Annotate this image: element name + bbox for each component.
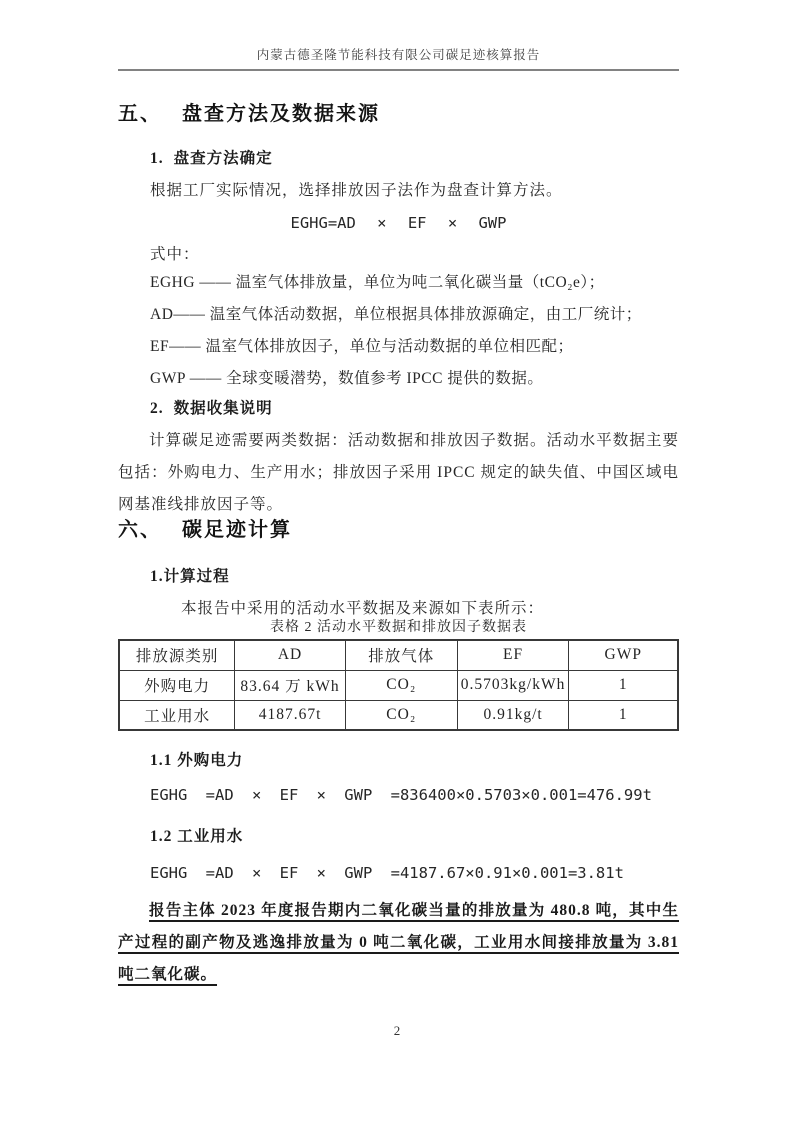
col-header-gas: 排放气体 [345,640,457,670]
subsection-water-heading: 1.2 工业用水 [150,828,244,845]
electricity-calculation: EGHG =AD × EF × GWP =836400×0.5703×0.001=476.99t [150,786,652,804]
col-header-source: 排放源类别 [119,640,235,670]
subsection-data-title: 数据收集说明 [173,400,273,417]
data-collection-paragraph: 计算碳足迹需要两类数据：活动数据和排放因子数据。活动水平数据主要包括：外购电力、生产用水；排放因子采用 IPCC 规定的缺失值、中国区域电网基准线排放因子等。 [118,432,679,513]
table-row-electricity [119,670,678,700]
cell-water-ef: 0.91kg/t [457,700,569,730]
section-5-heading [118,99,679,129]
definition-ad: AD—— 温室气体活动数据，单位根据具体排放源确定，由工厂统计； [150,306,642,323]
page-header [118,47,679,71]
conclusion-paragraph: 报告主体 2023 年度报告期内二氧化碳当量的排放量为 480.8 吨，其中生产过程的副产物及逃逸排放量为 0 吨二氧化碳，工业用水间接排放量为 3.81 吨二氧化碳。 [118,902,679,983]
definition-list [118,267,679,395]
cell-water-source: 工业用水 [119,700,235,730]
table-row-water [119,700,678,730]
activity-data-table [118,639,679,731]
cell-electricity-ad: 83.64 万 kWh [235,670,346,700]
section-5-number: 五、 [118,103,162,125]
subsection-data-number: 2. [150,400,164,417]
section-5-title: 盘查方法及数据来源 [182,103,380,125]
cell-water-gwp: 1 [569,700,678,730]
table-intro-paragraph: 本报告中采用的活动水平数据及来源如下表所示： [181,600,545,617]
water-calculation: EGHG =AD × EF × GWP =4187.67×0.91×0.001=3.81t [150,864,624,882]
table-caption: 表格 2 活动水平数据和排放因子数据表 [270,620,527,635]
cell-electricity-source: 外购电力 [119,670,235,700]
section-6-number: 六、 [118,519,162,541]
cell-electricity-ef: 0.5703kg/kWh [457,670,569,700]
definition-gwp: GWP —— 全球变暖潜势，数值参考 IPCC 提供的数据。 [150,370,544,387]
section-6-heading [118,515,679,545]
cell-electricity-gas: CO₂ [345,670,457,700]
section-6-title: 碳足迹计算 [182,519,292,541]
col-header-gwp: GWP [569,640,678,670]
definition-eghg: EGHG —— 温室气体排放量，单位为吨二氧化碳当量（tCO₂e）； [150,274,605,291]
cell-water-ad: 4187.67t [235,700,346,730]
subsection-method-title: 盘查方法确定 [173,150,273,167]
subsection-method-number: 1. [150,150,164,167]
col-header-ef: EF [457,640,569,670]
ghg-formula: EGHG=AD × EF × GWP [290,214,507,232]
formula-intro: 式中： [150,246,200,263]
method-paragraph: 根据工厂实际情况，选择排放因子法作为盘查计算方法。 [150,182,563,199]
page-number: 2 [393,1023,401,1038]
subsection-data-heading [150,393,679,425]
subsection-method-heading [150,143,679,175]
table-header-row [119,640,678,670]
cell-water-gas: CO₂ [345,700,457,730]
subsection-calc-heading: 1.计算过程 [150,568,230,585]
subsection-electricity-heading: 1.1 外购电力 [150,752,244,769]
header-title: 内蒙古德圣隆节能科技有限公司碳足迹核算报告 [256,48,541,62]
definition-ef: EF—— 温室气体排放因子，单位与活动数据的单位相匹配； [150,338,574,355]
col-header-ad: AD [235,640,346,670]
cell-electricity-gwp: 1 [569,670,678,700]
